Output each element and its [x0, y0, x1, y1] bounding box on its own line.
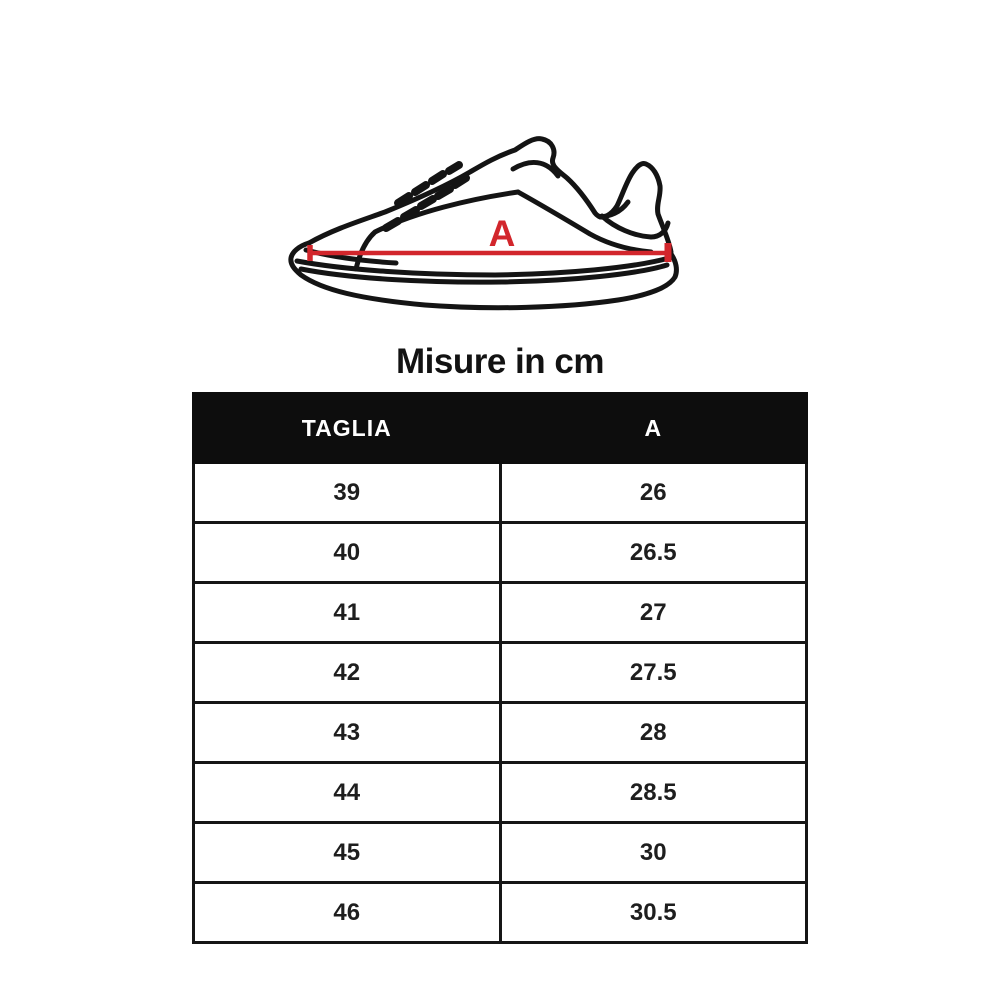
table-row	[194, 463, 807, 523]
shoe-diagram	[270, 103, 716, 321]
measure-cell: 27	[500, 583, 807, 643]
column-header-taglia: TAGLIA	[194, 394, 501, 463]
measure-cell: 30.5	[500, 883, 807, 943]
table-row	[194, 763, 807, 823]
size-cell: 40	[194, 523, 501, 583]
shoe-lace	[449, 165, 459, 171]
measure-cell: 26.5	[500, 523, 807, 583]
shoe-lace	[386, 221, 398, 228]
table-row	[194, 823, 807, 883]
table-row	[194, 643, 807, 703]
measure-cell: 28.5	[500, 763, 807, 823]
table-row	[194, 523, 807, 583]
table-row	[194, 703, 807, 763]
table-header-row	[194, 394, 807, 463]
size-cell: 45	[194, 823, 501, 883]
column-header-a: A	[500, 394, 807, 463]
measurement-label-a: A	[488, 213, 516, 254]
size-cell: 46	[194, 883, 501, 943]
table-row	[194, 883, 807, 943]
size-table	[192, 392, 808, 944]
measure-cell: 26	[500, 463, 807, 523]
shoe-lace	[421, 199, 433, 206]
size-cell: 41	[194, 583, 501, 643]
shoe-lace	[432, 174, 443, 181]
measure-cell: 27.5	[500, 643, 807, 703]
size-cell: 44	[194, 763, 501, 823]
size-cell: 42	[194, 643, 501, 703]
sneaker-outline-icon	[270, 103, 716, 321]
page-title: Misure in cm	[396, 342, 604, 381]
table-row	[194, 583, 807, 643]
shoe-lace	[415, 185, 426, 192]
measure-cell: 28	[500, 703, 807, 763]
size-cell: 39	[194, 463, 501, 523]
size-cell: 43	[194, 703, 501, 763]
measure-cell: 30	[500, 823, 807, 883]
